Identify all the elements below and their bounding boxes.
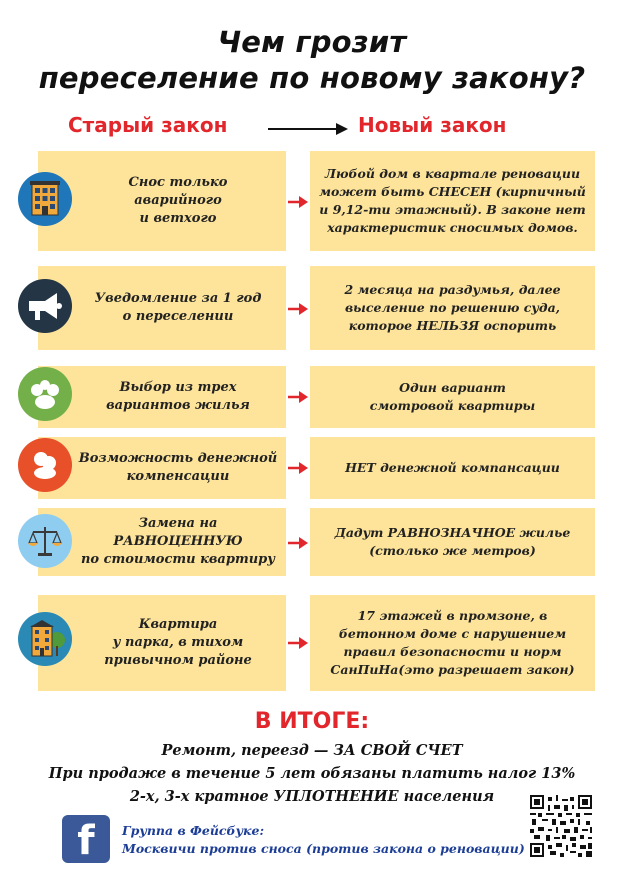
facebook-group-label: Группа в Фейсбуке: xyxy=(122,823,265,838)
red-arrow-icon xyxy=(288,461,308,475)
old-law-box xyxy=(38,595,286,691)
old-law-text: Снос только xyxy=(128,175,228,190)
new-law-text: 17 этажей в промзоне, в xyxy=(357,608,548,623)
new-law-header: Новый закон xyxy=(358,113,507,137)
old-law-text: Замена на РАВНОЦЕННУЮ xyxy=(113,516,243,549)
new-law-box xyxy=(310,595,595,691)
old-law-box xyxy=(38,437,286,499)
facebook-group-link[interactable]: Москвичи против сноса (против закона о реновации) xyxy=(122,841,525,856)
old-law-text: компенсации xyxy=(126,469,230,484)
choice-icon xyxy=(18,367,72,421)
facebook-icon[interactable] xyxy=(62,815,110,863)
new-law-box xyxy=(310,366,595,428)
old-law-box xyxy=(38,366,286,428)
red-arrow-icon xyxy=(288,536,308,550)
new-law-box xyxy=(310,508,595,576)
title-line-2: переселение по новому закону? xyxy=(38,61,586,95)
title-line-1: Чем грозит xyxy=(217,25,407,59)
house-park-icon xyxy=(18,612,72,666)
page-title xyxy=(0,24,624,96)
new-law-text: (столько же метров) xyxy=(369,543,536,558)
old-law-box xyxy=(38,266,286,350)
old-law-text: у парка, в тихом xyxy=(112,635,244,650)
building-icon xyxy=(18,172,72,226)
new-law-text: Дадут РАВНОЗНАЧНОЕ жилье xyxy=(334,525,571,540)
new-law-text: бетонном доме с нарушением xyxy=(338,626,567,641)
new-law-text: СанПиНа(это разрешает закон) xyxy=(330,662,575,677)
new-law-text: 2 месяца на раздумья, далее xyxy=(344,282,561,297)
red-arrow-icon xyxy=(288,302,308,316)
new-law-box xyxy=(310,151,595,251)
old-law-text: и ветхого xyxy=(139,211,217,226)
old-law-box xyxy=(38,151,286,251)
new-law-box xyxy=(310,437,595,499)
old-law-box xyxy=(38,508,286,576)
summary-line-2: При продаже в течение 5 лет обязаны платить налог 13% xyxy=(48,765,576,782)
old-law-text: Квартира xyxy=(138,617,218,632)
old-law-text: аварийного xyxy=(134,193,222,208)
old-law-header: Старый закон xyxy=(68,113,228,137)
old-law-text: Возможность денежной xyxy=(78,451,278,466)
red-arrow-icon xyxy=(288,195,308,209)
qr-code-icon[interactable] xyxy=(530,795,592,857)
summary-title: В ИТОГЕ: xyxy=(254,709,370,734)
red-arrow-icon xyxy=(288,636,308,650)
old-law-text: вариантов жилья xyxy=(106,398,250,413)
new-law-text: характеристик сносимых домов. xyxy=(327,220,578,235)
new-law-text: Один вариант xyxy=(399,380,506,395)
new-law-box xyxy=(310,266,595,350)
new-law-text: которое НЕЛЬЗЯ оспорить xyxy=(348,318,557,333)
new-law-text: правил безопасности и норм xyxy=(343,644,562,659)
new-law-text: Любой дом в квартале реновации xyxy=(324,166,581,181)
new-law-text: может быть СНЕСЕН (кирпичный xyxy=(319,184,586,199)
new-law-text: выселение по решению суда, xyxy=(344,300,561,315)
megaphone-icon xyxy=(18,279,72,333)
red-arrow-icon xyxy=(288,390,308,404)
money-icon xyxy=(18,438,72,492)
old-law-text: о переселении xyxy=(122,309,234,324)
header-arrow-icon xyxy=(266,119,350,139)
old-law-text: Уведомление за 1 год xyxy=(94,291,262,306)
old-law-text: по стоимости квартиру xyxy=(80,552,276,567)
new-law-text: НЕТ денежной компансации xyxy=(345,460,560,475)
new-law-text: и 9,12-ти этажный). В законе нет xyxy=(319,202,586,217)
old-law-text: привычном районе xyxy=(104,653,252,668)
summary-line-3: 2-х, 3-х кратное УПЛОТНЕНИЕ населения xyxy=(129,788,495,805)
summary-line-1: Ремонт, переезд — ЗА СВОЙ СЧЕТ xyxy=(161,742,463,759)
scales-icon xyxy=(18,514,72,568)
facebook-letter: f xyxy=(77,818,95,864)
new-law-text: смотровой квартиры xyxy=(369,398,536,413)
old-law-text: Выбор из трех xyxy=(119,380,237,395)
